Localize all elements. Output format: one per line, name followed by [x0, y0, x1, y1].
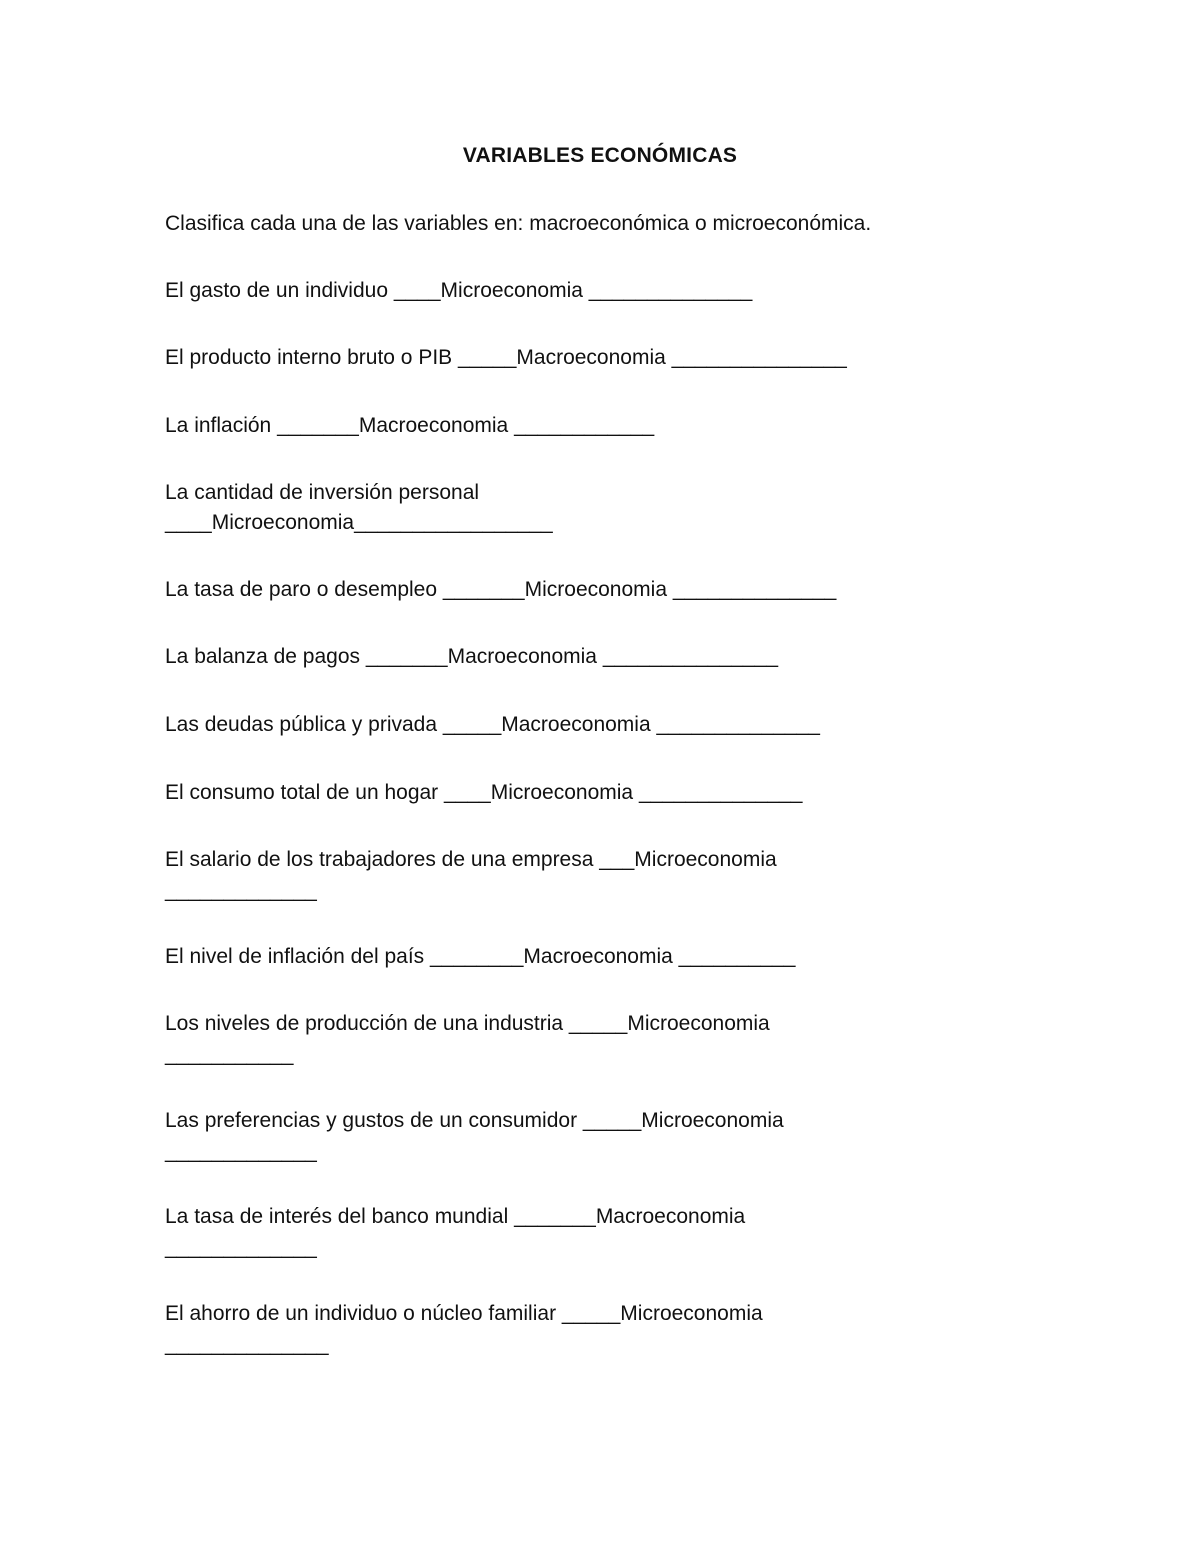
item-pib: El producto interno bruto o PIB _____Macroeconomia _______________ — [165, 346, 847, 369]
item-preferencias: Las preferencias y gustos de un consumidor _____Microeconomia — [165, 1109, 784, 1132]
item-preferencias-blank: _____________ — [165, 1140, 317, 1163]
item-produccion-industria-blank: ___________ — [165, 1043, 294, 1066]
item-inversion-personal-answer: ____Microeconomia_________________ — [165, 511, 553, 534]
item-consumo-hogar: El consumo total de un hogar ____Microeconomia ______________ — [165, 781, 803, 804]
item-produccion-industria: Los niveles de producción de una industria _____Microeconomia — [165, 1012, 770, 1035]
item-balanza-pagos: La balanza de pagos _______Macroeconomia _______________ — [165, 645, 779, 668]
item-deudas: Las deudas pública y privada _____Macroeconomia ______________ — [165, 713, 820, 736]
item-tasa-interes-blank: _____________ — [165, 1236, 317, 1259]
instruction-text: Clasifica cada una de las variables en: macroeconómica o microeconómica. — [165, 212, 872, 235]
item-gasto-individuo: El gasto de un individuo ____Microeconomia ______________ — [165, 279, 753, 302]
item-inversion-personal: La cantidad de inversión personal — [165, 481, 480, 504]
item-inflacion: La inflación _______Macroeconomia ____________ — [165, 414, 655, 437]
document-title: VARIABLES ECONÓMICAS — [462, 144, 738, 167]
item-salario: El salario de los trabajadores de una empresa ___Microeconomia — [165, 848, 777, 871]
item-ahorro: El ahorro de un individuo o núcleo familiar _____Microeconomia — [165, 1302, 763, 1325]
item-ahorro-blank: ______________ — [165, 1333, 329, 1356]
item-tasa-interes: La tasa de interés del banco mundial _______Macroeconomia — [165, 1205, 746, 1228]
item-nivel-inflacion: El nivel de inflación del país ________Macroeconomia __________ — [165, 945, 796, 968]
item-salario-blank: _____________ — [165, 879, 317, 902]
item-tasa-paro: La tasa de paro o desempleo _______Microeconomia ______________ — [165, 578, 837, 601]
